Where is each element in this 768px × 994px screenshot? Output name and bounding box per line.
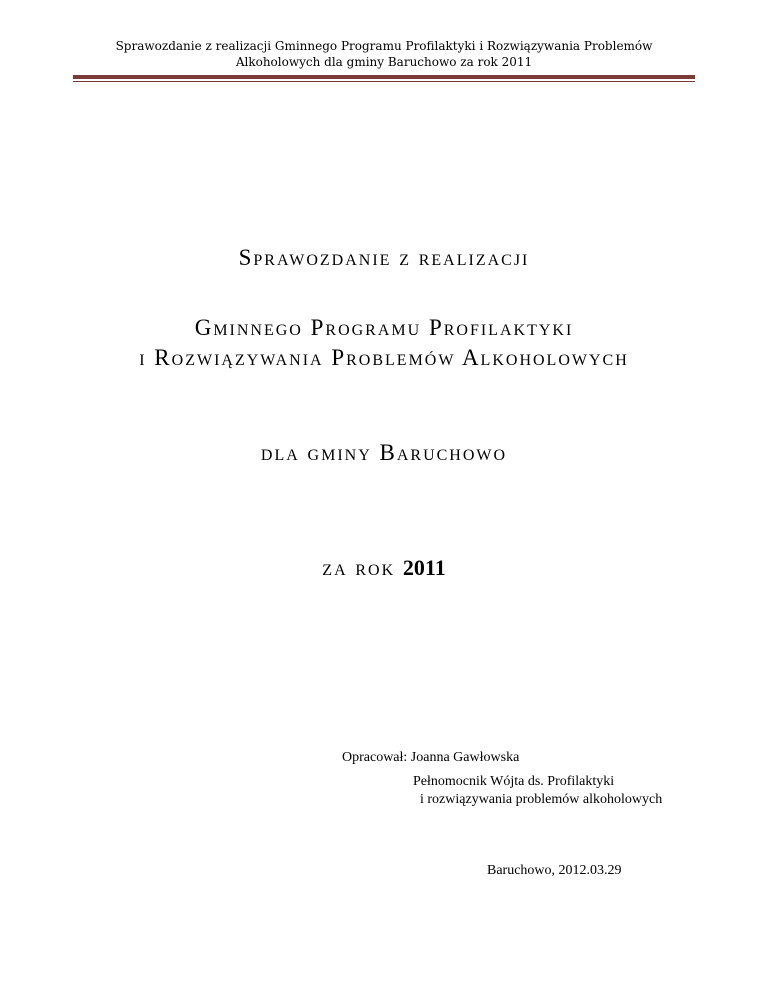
title-year-prefix: za rok: [322, 555, 403, 580]
title-line-3: i Rozwiązywania Problemów Alkoholowych: [139, 345, 629, 370]
header-rule-thick: [73, 75, 695, 79]
header-line-2: Alkoholowych dla gminy Baruchowo za rok 2011: [235, 55, 533, 69]
role-line-2: i rozwiązywania problemów alkoholowych: [420, 792, 663, 807]
prepared-by: Opracował: Joanna Gawłowska: [342, 750, 520, 765]
title-line-2: Gminnego Programu Profilaktyki: [194, 315, 574, 340]
title-year: 2011: [402, 555, 446, 580]
page-header: [0, 38, 768, 70]
place-date: Baruchowo, 2012.03.29: [487, 863, 622, 878]
header-line-1: Sprawozdanie z realizacji Gminnego Programu Profilaktyki i Rozwiązywania Problemów: [115, 39, 653, 53]
title-line-1: Sprawozdanie z realizacji: [238, 245, 530, 270]
title-line-5: [0, 554, 768, 582]
role-line-1: Pełnomocnik Wójta ds. Profilaktyki: [413, 774, 615, 789]
header-rule-thin: [73, 81, 695, 82]
title-line-4: dla gminy Baruchowo: [260, 440, 508, 465]
